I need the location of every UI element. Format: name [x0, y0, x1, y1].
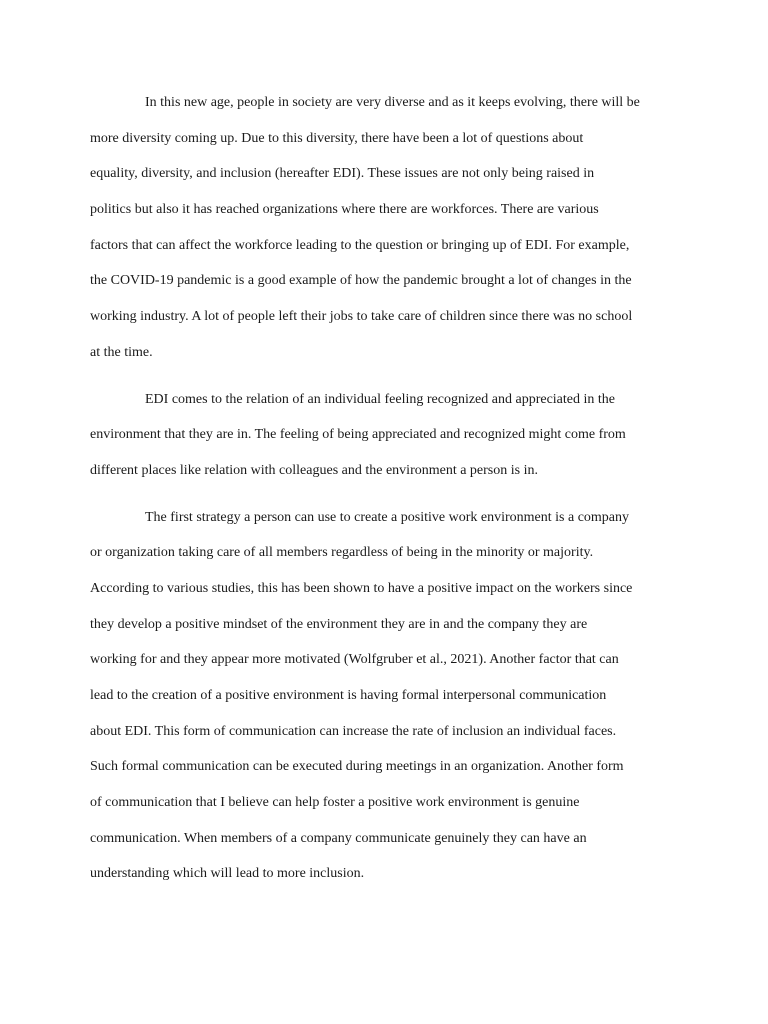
- paragraph-line: they develop a positive mindset of the environment they are in and the company they are: [90, 616, 588, 632]
- paragraph-2: [90, 390, 690, 497]
- paragraph-line: According to various studies, this has been shown to have a positive impact on the workers since: [90, 580, 633, 596]
- paragraph-line: at the time.: [90, 344, 153, 360]
- document-body: [90, 93, 690, 911]
- paragraph-line: communication. When members of a company communicate genuinely they can have an: [90, 830, 587, 846]
- paragraph-line: Such formal communication can be executed during meetings in an organization. Another form: [90, 759, 624, 775]
- paragraph-line: or organization taking care of all members regardless of being in the minority or majority.: [90, 545, 594, 561]
- paragraph-line: equality, diversity, and inclusion (hereafter EDI). These issues are not only being raised in: [90, 166, 595, 182]
- paragraph-line: EDI comes to the relation of an individual feeling recognized and appreciated in the: [145, 391, 615, 407]
- paragraph-line: understanding which will lead to more inclusion.: [90, 866, 365, 882]
- paragraph-line: about EDI. This form of communication can increase the rate of inclusion an individual faces.: [90, 723, 617, 739]
- paragraph-3: [90, 508, 690, 901]
- paragraph-line: working industry. A lot of people left their jobs to take care of children since there was no school: [90, 309, 633, 325]
- paragraph-line: lead to the creation of a positive environment is having formal interpersonal communication: [90, 688, 607, 703]
- paragraph-line: working for and they appear more motivated (Wolfgruber et al., 2021). Another factor that can: [90, 652, 619, 668]
- paragraph-line: In this new age, people in society are very diverse and as it keeps evolving, there will be: [145, 95, 640, 110]
- paragraph-line: of communication that I believe can help foster a positive work environment is genuine: [90, 795, 580, 811]
- paragraph-line: different places like relation with colleagues and the environment a person is in.: [90, 462, 538, 478]
- paragraph-line: politics but also it has reached organizations where there are workforces. There are various: [90, 202, 599, 218]
- paragraph-line: environment that they are in. The feeling of being appreciated and recognized might come from: [90, 427, 626, 443]
- paragraph-line: more diversity coming up. Due to this diversity, there have been a lot of questions about: [90, 130, 584, 146]
- paragraph-line: The first strategy a person can use to create a positive work environment is a company: [145, 509, 630, 525]
- paragraph-1: [90, 93, 690, 379]
- paragraph-line: factors that can affect the workforce leading to the question or bringing up of EDI. For example,: [90, 237, 630, 253]
- paragraph-line: the COVID-19 pandemic is a good example of how the pandemic brought a lot of changes in the: [90, 273, 632, 289]
